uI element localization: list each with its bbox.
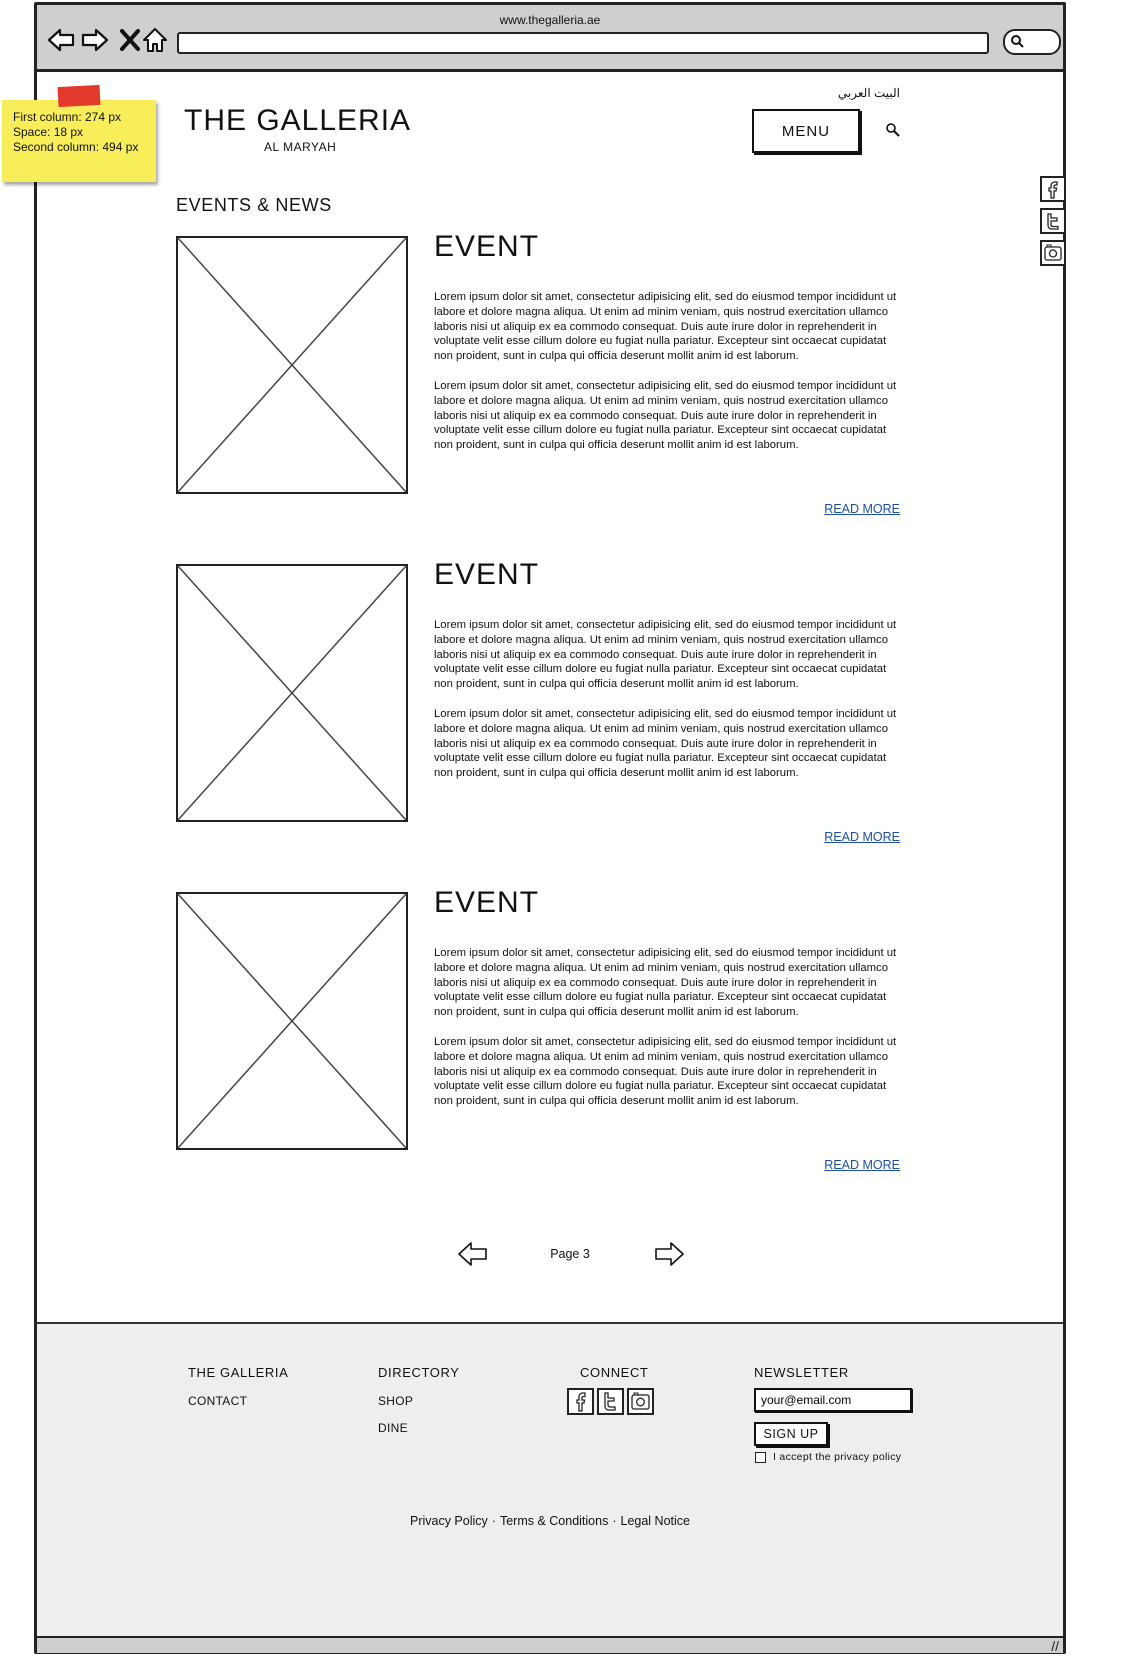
footer-link-dine[interactable]: DINE bbox=[378, 1421, 408, 1435]
browser-status-bar bbox=[37, 1636, 1063, 1653]
event-paragraph: Lorem ipsum dolor sit amet, consectetur adipisicing elit, sed do eiusmod tempor incididunt ut labore et dolore magna aliqua. Ut enim ad minim veniam, quis nostrud exercitation ullamco laboris nisi ut aliquip ex ea commodo consequat. Duis aute irure dolor in reprehenderit in voluptate velit esse cillum dolore eu fugiat nulla pariatur. Excepteur sint occaecat cupidatat non proident, sunt in culpa qui officia deserunt mollit anim id est laborum. bbox=[434, 291, 897, 363]
privacy-checkbox-label: I accept the privacy policy bbox=[773, 1451, 902, 1463]
legal-separator: · bbox=[612, 1514, 617, 1528]
browser-search-field[interactable] bbox=[1003, 29, 1061, 55]
read-more-link[interactable]: READ MORE bbox=[824, 502, 900, 516]
event-title: EVENT bbox=[434, 230, 540, 263]
facebook-icon[interactable] bbox=[567, 1388, 594, 1415]
read-more-link[interactable]: READ MORE bbox=[824, 830, 900, 844]
sticky-note bbox=[2, 100, 156, 182]
legal-notice-link[interactable]: Legal Notice bbox=[620, 1514, 690, 1528]
terms-conditions-link[interactable]: Terms & Conditions bbox=[499, 1514, 609, 1528]
event-title: EVENT bbox=[434, 558, 540, 591]
page-indicator: Page 3 bbox=[550, 1247, 590, 1261]
event-paragraph: Lorem ipsum dolor sit amet, consectetur adipisicing elit, sed do eiusmod tempor incididunt ut labore et dolore magna aliqua. Ut enim ad minim veniam, quis nostrud exercitation ullamco laboris nisi ut aliquip ex ea commodo consequat. Duis aute irure dolor in reprehenderit in voluptate velit esse cillum dolore eu fugiat nulla pariatur. Excepteur sint occaecat cupidatat non proident, sunt in culpa qui officia deserunt mollit anim id est laborum. bbox=[434, 379, 897, 452]
newsletter-email-field[interactable] bbox=[754, 1388, 912, 1412]
privacy-policy-link[interactable]: Privacy Policy bbox=[409, 1514, 488, 1528]
section-title: EVENTS & NEWS bbox=[176, 195, 332, 215]
sticky-tape bbox=[58, 85, 101, 107]
signup-button[interactable]: SIGN UP bbox=[754, 1422, 828, 1446]
event-body bbox=[434, 290, 904, 468]
forward-arrow-icon[interactable] bbox=[80, 25, 110, 55]
previous-page-arrow-icon[interactable] bbox=[457, 1240, 489, 1268]
site-logo-subtitle: AL MARYAH bbox=[264, 140, 337, 154]
next-page-arrow-icon[interactable] bbox=[653, 1240, 685, 1268]
event-image-placeholder[interactable] bbox=[176, 236, 408, 494]
event-paragraph: Lorem ipsum dolor sit amet, consectetur adipisicing elit, sed do eiusmod tempor incididunt ut labore et dolore magna aliqua. Ut enim ad minim veniam, quis nostrud exercitation ullamco laboris nisi ut aliquip ex ea commodo consequat. Duis aute irure dolor in reprehenderit in voluptate velit esse cillum dolore eu fugiat nulla pariatur. Excepteur sint occaecat cupidatat non proident, sunt in culpa qui officia deserunt mollit anim id est laborum. bbox=[434, 1035, 897, 1108]
site-logo[interactable]: THE GALLERIA bbox=[184, 104, 412, 137]
footer-link-contact[interactable]: CONTACT bbox=[188, 1394, 248, 1408]
event-paragraph: Lorem ipsum dolor sit amet, consectetur adipisicing elit, sed do eiusmod tempor incididunt ut labore et dolore magna aliqua. Ut enim ad minim veniam, quis nostrud exercitation ullamco laboris nisi ut aliquip ex ea commodo consequat. Duis aute irure dolor in reprehenderit in voluptate velit esse cillum dolore eu fugiat nulla pariatur. Excepteur sint occaecat cupidatat non proident, sunt in culpa qui officia deserunt mollit anim id est laborum. bbox=[434, 619, 897, 691]
footer-link-shop[interactable]: SHOP bbox=[378, 1394, 414, 1408]
side-twitter-icon[interactable] bbox=[1040, 208, 1066, 234]
legal-separator: · bbox=[491, 1514, 496, 1528]
resize-grip-icon[interactable]: // bbox=[1051, 1638, 1059, 1654]
event-body bbox=[434, 618, 904, 796]
language-link[interactable]: البيت العربي bbox=[837, 86, 900, 100]
footer-heading-galleria: THE GALLERIA bbox=[188, 1365, 289, 1380]
event-paragraph: Lorem ipsum dolor sit amet, consectetur adipisicing elit, sed do eiusmod tempor incididunt ut labore et dolore magna aliqua. Ut enim ad minim veniam, quis nostrud exercitation ullamco laboris nisi ut aliquip ex ea commodo consequat. Duis aute irure dolor in reprehenderit in voluptate velit esse cillum dolore eu fugiat nulla pariatur. Excepteur sint occaecat cupidatat non proident, sunt in culpa qui officia deserunt mollit anim id est laborum. bbox=[434, 947, 897, 1019]
search-icon[interactable] bbox=[884, 121, 902, 139]
side-instagram-icon[interactable] bbox=[1040, 240, 1066, 266]
address-bar[interactable] bbox=[177, 32, 989, 54]
sticky-note-line: Second column: 494 px bbox=[13, 140, 139, 154]
event-paragraph: Lorem ipsum dolor sit amet, consectetur adipisicing elit, sed do eiusmod tempor incididunt ut labore et dolore magna aliqua. Ut enim ad minim veniam, quis nostrud exercitation ullamco laboris nisi ut aliquip ex ea commodo consequat. Duis aute irure dolor in reprehenderit in voluptate velit esse cillum dolore eu fugiat nulla pariatur. Excepteur sint occaecat cupidatat non proident, sunt in culpa qui officia deserunt mollit anim id est laborum. bbox=[434, 707, 897, 780]
event-title: EVENT bbox=[434, 886, 540, 919]
side-facebook-icon[interactable] bbox=[1040, 176, 1066, 202]
menu-button[interactable]: MENU bbox=[752, 109, 860, 153]
privacy-checkbox[interactable] bbox=[755, 1452, 766, 1463]
event-body bbox=[434, 946, 904, 1124]
legal-links bbox=[37, 1514, 1063, 1528]
footer-heading-newsletter: NEWSLETTER bbox=[754, 1365, 849, 1380]
instagram-icon[interactable] bbox=[627, 1388, 654, 1415]
browser-toolbar bbox=[37, 5, 1063, 72]
footer-heading-directory: DIRECTORY bbox=[378, 1365, 460, 1380]
event-image-placeholder[interactable] bbox=[176, 892, 408, 1150]
event-image-placeholder[interactable] bbox=[176, 564, 408, 822]
twitter-icon[interactable] bbox=[597, 1388, 624, 1415]
footer-heading-connect: CONNECT bbox=[580, 1365, 649, 1380]
read-more-link[interactable]: READ MORE bbox=[824, 1158, 900, 1172]
home-icon[interactable] bbox=[140, 25, 170, 55]
back-arrow-icon[interactable] bbox=[46, 25, 76, 55]
sticky-note-line: First column: 274 px bbox=[13, 110, 122, 124]
window-url-title: www.thegalleria.ae bbox=[499, 13, 601, 27]
magnifier-icon bbox=[1010, 34, 1024, 48]
sticky-note-line: Space: 18 px bbox=[13, 125, 84, 139]
